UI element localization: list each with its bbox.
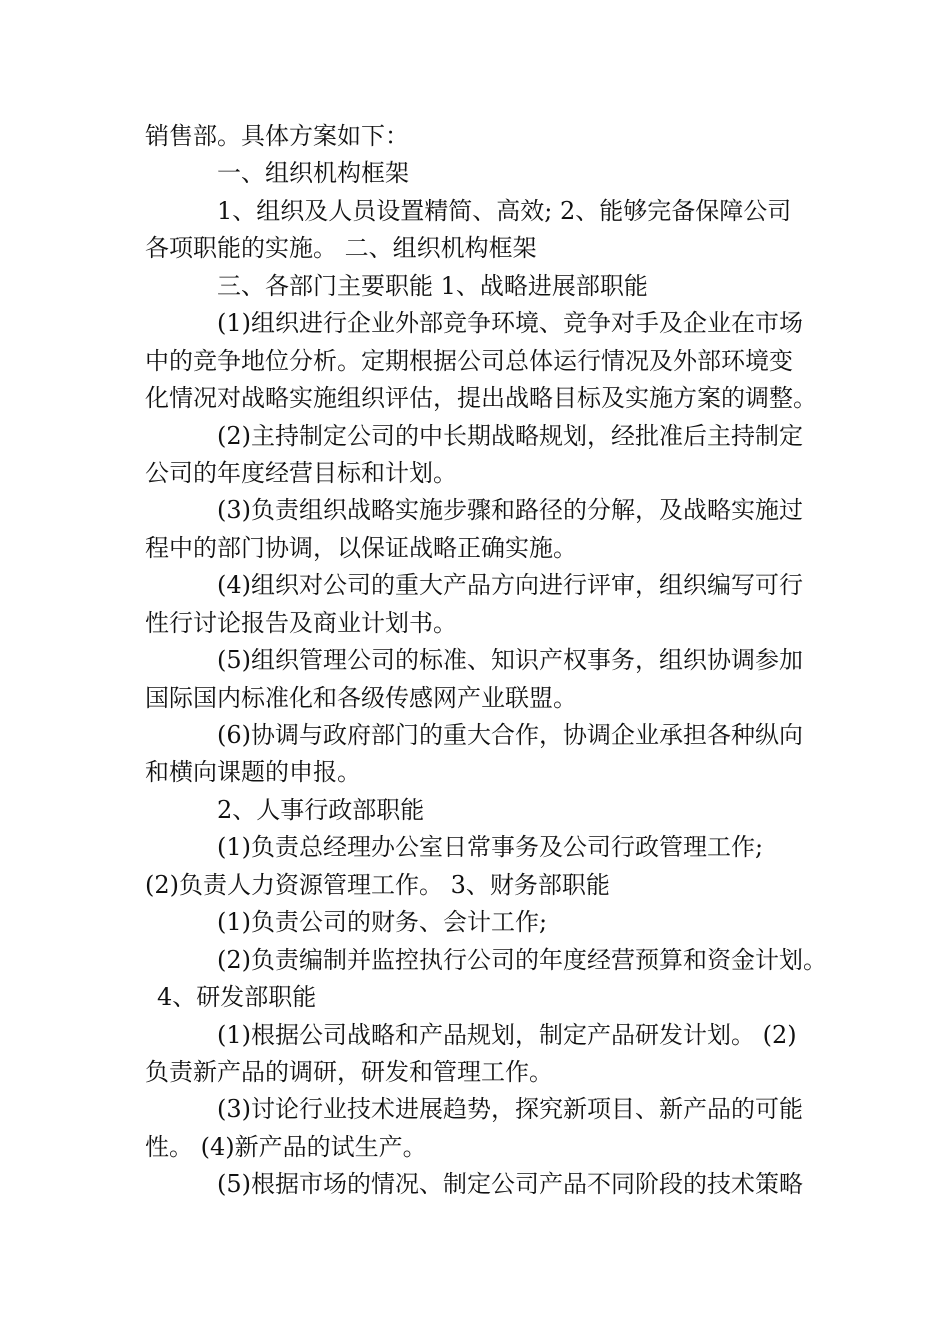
text-line-11: (3)负责组织战略实施步骤和路径的分解，及战略实施过 bbox=[217, 496, 803, 524]
text-line-26: 负责新产品的调研，研发和管理工作。 bbox=[145, 1058, 553, 1086]
heading-org-structure: 一、组织机构框架 bbox=[217, 159, 409, 187]
text-line-7: 中的竞争地位分析。定期根据公司总体运行情况及外部环境变 bbox=[145, 347, 793, 375]
text-line-22: (1)负责公司的财务、会计工作; bbox=[217, 908, 548, 936]
heading-hr-admin: 2、人事行政部职能 bbox=[217, 796, 425, 824]
text-line-28: 性。 (4)新产品的试生产。 bbox=[145, 1133, 427, 1161]
text-line-20: (1)负责总经理办公室日常事务及公司行政管理工作; bbox=[217, 833, 764, 861]
text-line-3: 1、组织及人员设置精简、高效; 2、能够完备保障公司 bbox=[217, 197, 792, 225]
text-line-15: (5)组织管理公司的标准、知识产权事务，组织协调参加 bbox=[217, 646, 803, 674]
text-line-21: (2)负责人力资源管理工作。 3、财务部职能 bbox=[145, 871, 610, 899]
text-line-9: (2)主持制定公司的中长期战略规划，经批准后主持制定 bbox=[217, 422, 803, 450]
text-line-8: 化情况对战略实施组织评估，提出战略目标及实施方案的调整。 bbox=[145, 384, 817, 412]
text-line-6: (1)组织进行企业外部竞争环境、竞争对手及企业在市场 bbox=[217, 309, 803, 337]
heading-department-functions: 三、各部门主要职能 1、战略进展部职能 bbox=[217, 272, 648, 300]
text-line-16: 国际国内标准化和各级传感网产业联盟。 bbox=[145, 684, 577, 712]
text-line-17: (6)协调与政府部门的重大合作，协调企业承担各种纵向 bbox=[217, 721, 803, 749]
text-line-29: (5)根据市场的情况、制定公司产品不同阶段的技术策略 bbox=[217, 1170, 803, 1198]
text-line-1: 销售部。具体方案如下： bbox=[145, 122, 409, 150]
text-line-23: (2)负责编制并监控执行公司的年度经营预算和资金计划。 bbox=[217, 946, 827, 974]
text-line-10: 公司的年度经营目标和计划。 bbox=[145, 459, 457, 487]
text-line-14: 性行讨论报告及商业计划书。 bbox=[145, 609, 457, 637]
heading-rnd: 4、研发部职能 bbox=[157, 983, 317, 1011]
text-line-25: (1)根据公司战略和产品规划，制定产品研发计划。 (2) bbox=[217, 1021, 797, 1049]
text-line-4: 各项职能的实施。 二、组织机构框架 bbox=[145, 234, 537, 262]
text-line-12: 程中的部门协调，以保证战略正确实施。 bbox=[145, 534, 577, 562]
text-line-27: (3)讨论行业技术进展趋势，探究新项目、新产品的可能 bbox=[217, 1095, 803, 1123]
text-line-13: (4)组织对公司的重大产品方向进行评审，组织编写可行 bbox=[217, 571, 803, 599]
text-line-18: 和横向课题的申报。 bbox=[145, 758, 361, 786]
